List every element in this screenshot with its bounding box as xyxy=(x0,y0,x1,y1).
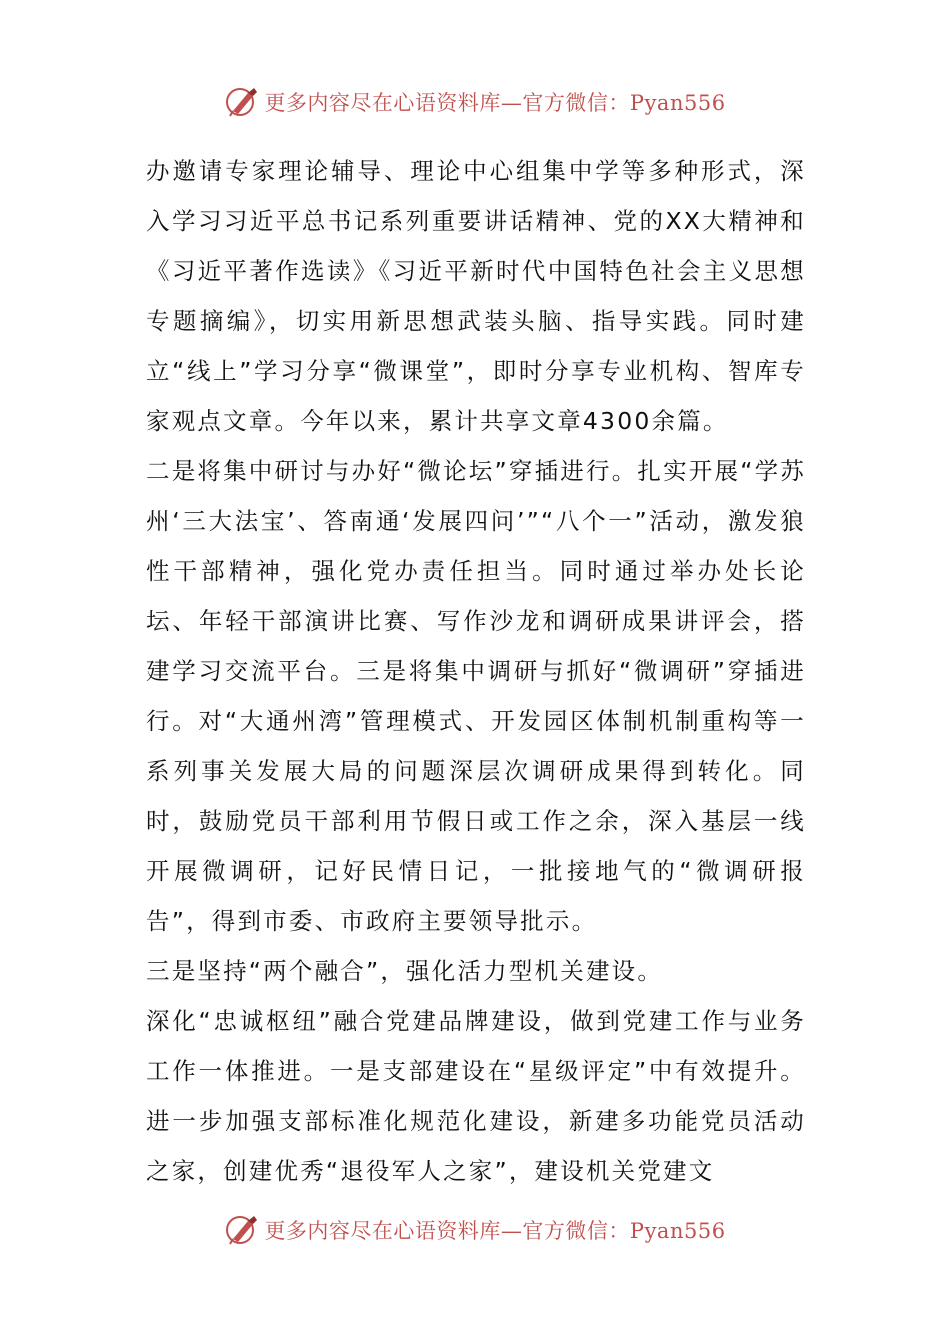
footer-banner-text: 更多内容尽在心语资料库—官方微信：Pyan556 xyxy=(264,1219,726,1243)
header-banner-text: 更多内容尽在心语资料库—官方微信：Pyan556 xyxy=(264,91,726,115)
body-paragraph-1: 办邀请专家理论辅导、理论中心组集中学等多种形式，深入学习习近平总书记系列重要讲话精神、党的XX大精神和《习近平著作选读》《习近平新时代中国特色社会主义思想专题摘编》，切实用新思想武装头脑、指导实践。同时建立“线上”学习分享“微课堂”，即时分享专业机构、智库专家观点文章。今年以来，累计共享文章4300余篇。 xyxy=(146,157,806,435)
pen-nib-logo-icon xyxy=(224,1212,260,1248)
footer-banner xyxy=(0,1210,950,1250)
section-heading: 三是坚持“两个融合”，强化活力型机关建设。 xyxy=(146,957,664,985)
body-paragraph-2: 二是将集中研讨与办好“微论坛”穿插进行。扎实开展“学苏州‘三大法宝’、答南通‘发展四问’”“八个一”活动，激发狼性干部精神，强化党办责任担当。同时通过举办处长论坛、年轻干部演讲比赛、写作沙龙和调研成果讲评会，搭建学习交流平台。三是将集中调研与抓好“微调研”穿插进行。对“大通州湾”管理模式、开发园区体制机制重构等一系列事关发展大局的问题深层次调研成果得到转化。同时，鼓励党员干部利用节假日或工作之余，深入基层一线开展微调研，记好民情日记，一批接地气的“微调研报告”，得到市委、市政府主要领导批示。 xyxy=(146,457,806,935)
header-banner xyxy=(0,82,950,122)
document-body xyxy=(146,146,806,1196)
body-paragraph-3: 深化“忠诚枢纽”融合党建品牌建设，做到党建工作与业务工作一体推进。一是支部建设在“星级评定”中有效提升。进一步加强支部标准化规范化建设，新建多功能党员活动之家，创建优秀“退役军人之家”，建设机关党建文 xyxy=(146,1007,806,1185)
pen-nib-logo-icon xyxy=(224,84,260,120)
